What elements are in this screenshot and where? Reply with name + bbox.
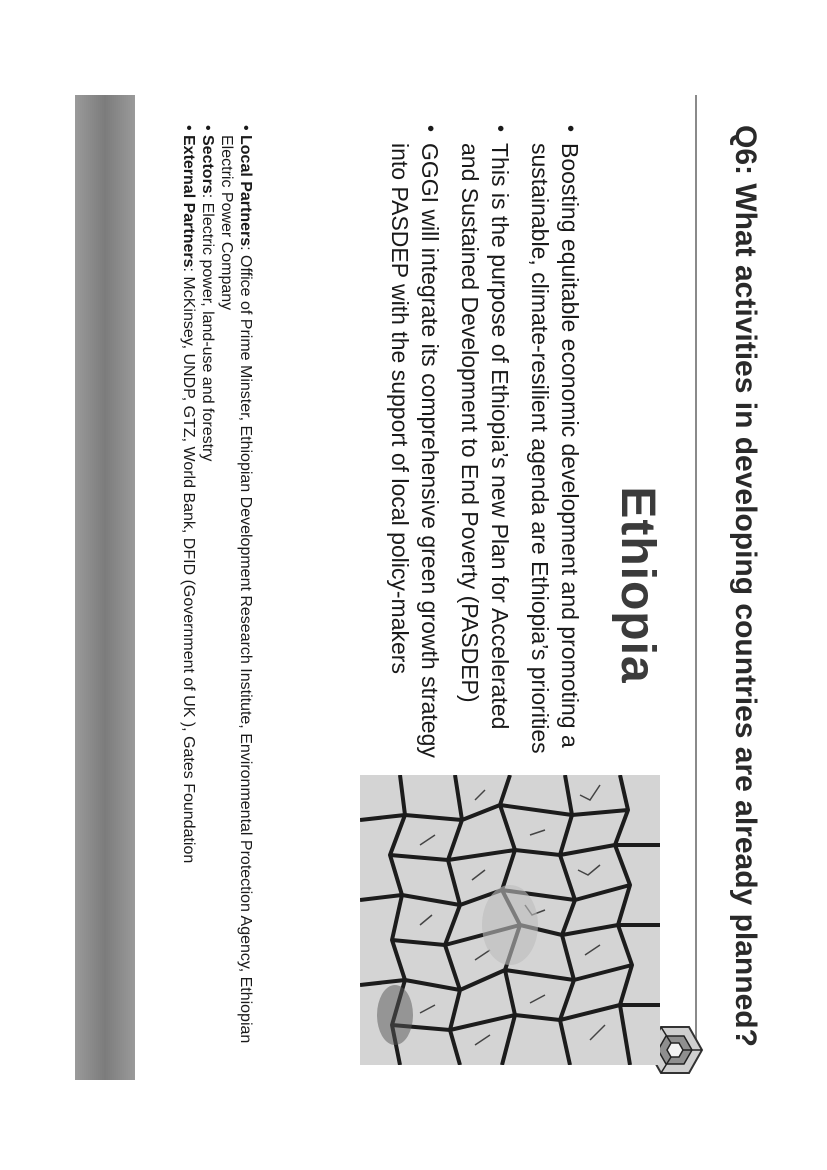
sectors-label: Sectors xyxy=(199,135,216,194)
bullet-item: • Boosting equitable economic development and promoting a sustainable, climate-resilient agenda are Ethiopia’s priorities xyxy=(525,125,585,765)
partners-block xyxy=(179,125,255,1055)
external-partners-label: External Partners xyxy=(180,135,197,268)
bullet-item: • This is the purpose of Ethiopia’s new Plan for Accelerated and Sustained Development to End Poverty (PASDEP) xyxy=(455,125,515,765)
cracked-earth-texture xyxy=(360,775,660,1065)
sectors-line xyxy=(198,125,217,1055)
local-partners-line xyxy=(217,125,255,1055)
slide xyxy=(55,95,775,1095)
sectors-value: : Electric power, land-use and forestry xyxy=(199,193,216,462)
title-divider xyxy=(695,95,697,1055)
slide-title: Q6: What activities in developing countries are already planned? xyxy=(729,125,762,1047)
footer-bar xyxy=(75,95,135,1080)
cracked-earth-photo xyxy=(360,775,660,1065)
bullet-list xyxy=(375,125,585,765)
bullet-item: • GGGI will integrate its comprehensive green growth strategy into PASDEP with the support of local policy-makers xyxy=(385,125,445,765)
local-partners-label: Local Partners xyxy=(237,135,254,247)
external-partners-value: : McKinsey, UNDP, GTZ, World Bank, DFID (Government of UK ), Gates Foundation xyxy=(180,267,197,864)
external-partners-line xyxy=(179,125,198,1055)
country-heading: Ethiopia xyxy=(611,486,664,684)
local-partners-value: : Office of Prime Minster, Ethiopian Development Research Institute, Environmental Protection Agency, Ethiopian Electric Power Company xyxy=(218,135,254,1044)
